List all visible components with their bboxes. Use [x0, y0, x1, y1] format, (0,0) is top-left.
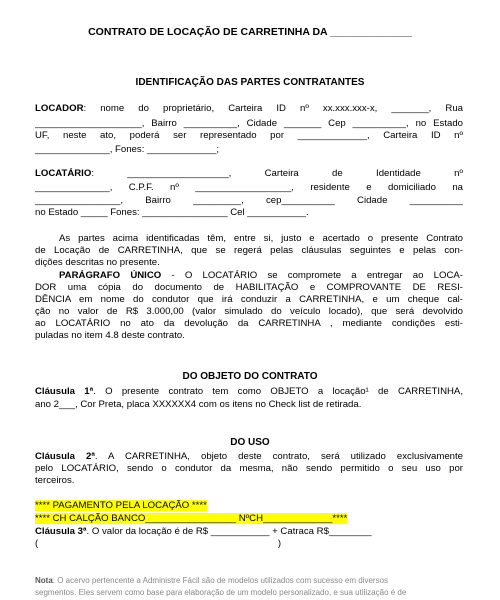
- document-title: CONTRATO DE LOCAÇÃO DE CARRETINHA DA ______________: [88, 26, 412, 38]
- section-heading-parties: IDENTIFICAÇÃO DAS PARTES CONTRATANTES: [135, 77, 365, 88]
- footnote-line-1: [35, 575, 465, 586]
- locatario-line-1: [35, 168, 463, 179]
- paragrafo-line-5: ao LOCATÁRIO no ato da devolução da CARRETINHA , mediante condições esti-: [35, 318, 463, 329]
- clausula1-line-1: [35, 386, 463, 397]
- clausula1-label: Cláusula 1ª: [35, 386, 94, 397]
- clausula2-label: Cláusula 2ª: [35, 451, 95, 462]
- footnote-line-2: segmentos. Eles servem como base para elaboração de um modelo personalizado, e sua utilização é de: [35, 588, 407, 597]
- payment-highlight-line-2: [35, 513, 463, 524]
- clausula2-text-1: . A CARRETINHA, objeto deste contrato, será utilizado exclusivamente: [94, 451, 463, 462]
- clausula3-label: Cláusula 3ª: [35, 526, 87, 537]
- payment-highlight-line-1: [35, 500, 463, 511]
- paragrafo-line-1: [59, 270, 463, 281]
- locatario-line-4: no Estado _____ Fones: ________________ Cel ___________.: [35, 207, 309, 218]
- locatario-line-2: ______________, C.P.F. nº __________________, residente e domiciliado na: [35, 182, 463, 193]
- footnote-text-1: : O acervo pertencente a Administre Fácil são de modelos utilizados com sucesso em diversos: [52, 576, 389, 585]
- section-heading-uso: DO USO: [230, 437, 270, 448]
- payment-highlight-text-2: **** CH CALÇÃO BANCO_________________ NºCH_____________****: [35, 513, 348, 524]
- locatario-line-3: ________________, Bairro _________, cep__________ Cidade __________: [35, 195, 463, 206]
- paragrafo-text-1: - O LOCATÁRIO se compromete a entregar ao LOCA-: [161, 270, 463, 281]
- intro-line-3: dições descritas no presente.: [35, 257, 160, 268]
- locatario-text-1: : ___________________, Carteira de Identidade nº: [91, 168, 463, 179]
- clausula3-line-2: ( ): [35, 538, 282, 549]
- locador-line-4: ______________, Fones: _____________;: [35, 144, 220, 155]
- paragrafo-line-2: DOR uma cópia do documento de HABILITAÇÃO e COMPROVANTE DE RESI-: [35, 282, 463, 293]
- intro-line-1: As partes acima identificadas têm, entre si, justo e acertado o presente Contrato: [59, 233, 463, 244]
- locatario-label: LOCATÁRIO: [35, 168, 92, 179]
- paragrafo-line-3: DÊNCIA em nome do condutor que irá conduzir a CARRETINHA, e um cheque cal-: [35, 294, 463, 305]
- paragrafo-label: PARÁGRAFO ÚNICO: [59, 270, 162, 281]
- clausula1-line-2: ano 2___, Cor Preta, placa XXXXXX4 com os itens no Check list de retirada.: [35, 399, 362, 410]
- section-heading-objeto: DO OBJETO DO CONTRATO: [182, 371, 318, 382]
- paragrafo-line-6: puladas no item 4.8 deste contrato.: [35, 330, 185, 341]
- locador-line-2: ____________________, Bairro __________, Cidade _______ Cep __________, no Estado: [35, 118, 463, 129]
- locador-line-1: [35, 103, 463, 114]
- locador-line-3: UF, neste ato, poderá ser representado por _____________, Carteira ID nº: [35, 130, 463, 141]
- clausula2-line-2: pelo LOCATÁRIO, sendo o condutor da mesma, não sendo permitido o seu uso por: [35, 463, 463, 474]
- locador-text-1: : nome do proprietário, Carteira ID nº xx.xxx.xxx-x, _______, Rua: [83, 103, 463, 114]
- intro-line-2: de Locação de CARRETINHA, que se regerá pelas cláusulas seguintes e pelas con-: [35, 245, 463, 256]
- payment-highlight-text-1: **** PAGAMENTO PELA LOCAÇÃO ****: [35, 500, 207, 511]
- clausula2-line-3: terceiros.: [35, 475, 75, 486]
- clausula3-text-1: . O valor da locação é de R$ ___________ + Catraca R$________: [86, 526, 372, 537]
- clausula2-line-1: [35, 451, 463, 462]
- clausula1-text-1: . O presente contrato tem como OBJETO a locação¹ de CARRETINHA,: [93, 386, 463, 397]
- locador-label: LOCADOR: [35, 103, 84, 114]
- paragrafo-line-4: ção no valor de R$ 3.000,00 (valor simulado do veículo locado), que será devolvido: [35, 306, 463, 317]
- footnote-label: Nota: [35, 576, 53, 585]
- clausula3-line-1: [35, 526, 463, 537]
